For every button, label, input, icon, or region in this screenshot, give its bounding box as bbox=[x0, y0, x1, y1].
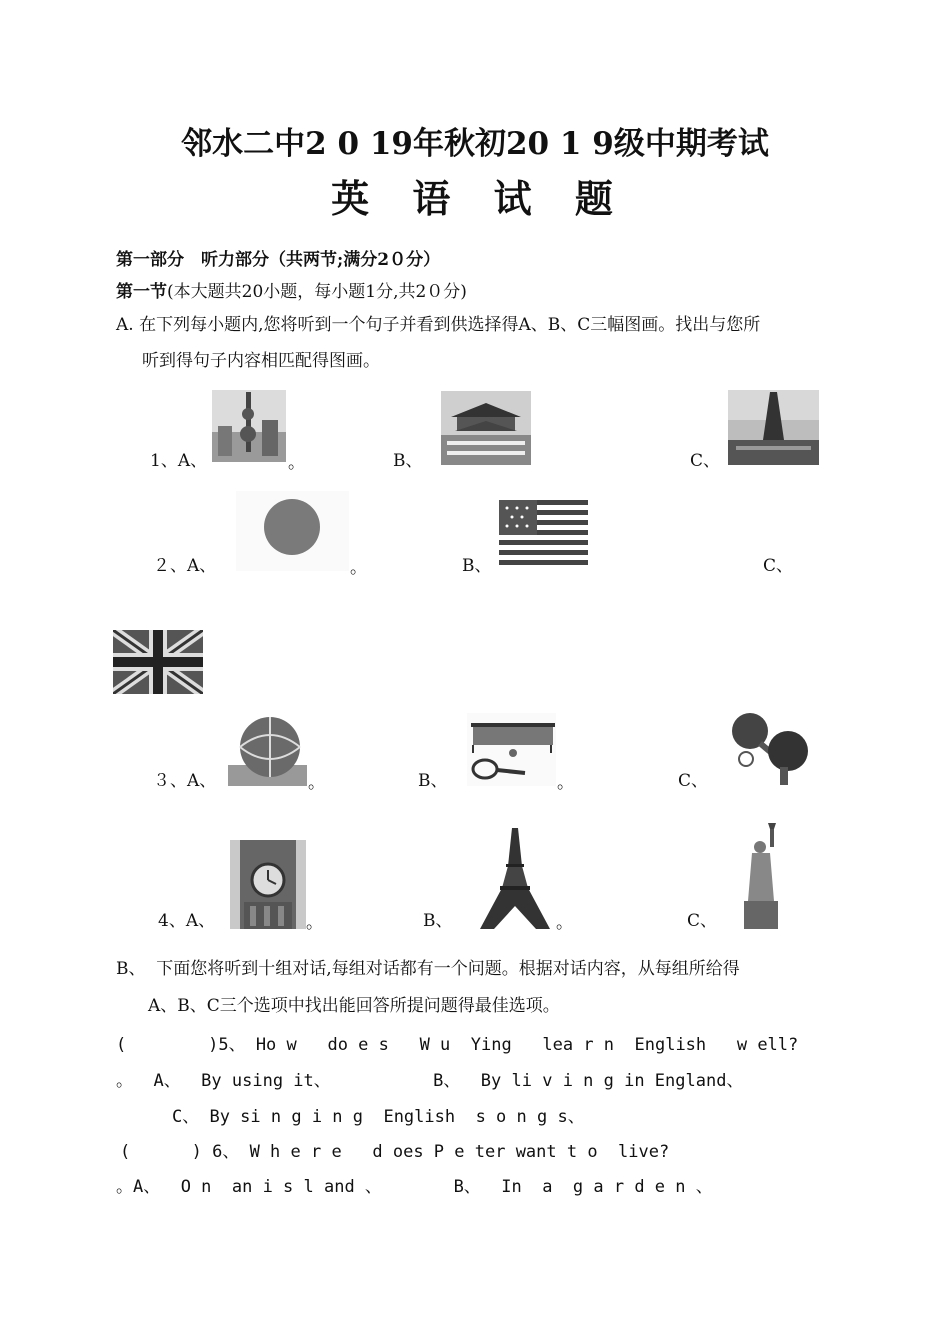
basketball-image bbox=[228, 713, 307, 786]
q4-b-end: 。 bbox=[556, 913, 573, 933]
instruction-a-line1: A. 在下列每小题内,您将听到一个句子并看到供选择得A、B、C三幅图画。找出与您所 bbox=[116, 315, 761, 335]
q3-b-label: B、 bbox=[418, 771, 448, 791]
question-5-options-line1: 。 A、 By using it、 B、 By li v i n g in England、 bbox=[116, 1071, 744, 1091]
q4-c-label: C、 bbox=[687, 911, 718, 931]
q4-label: 4、A、 bbox=[158, 911, 216, 931]
uk-flag-image bbox=[113, 630, 203, 694]
instruction-a-line2: 听到得句子内容相匹配得图画。 bbox=[142, 351, 380, 371]
part1-heading: 第一部分 听力部分（共两节;满分2０分） bbox=[116, 250, 441, 270]
tv-tower-image bbox=[212, 390, 286, 462]
q1-b-label: B、 bbox=[393, 451, 423, 471]
japan-flag-image bbox=[236, 491, 349, 571]
question-6-options-line1: 。A、 O n an i s l and 、 B、 In a g a r d e n 、 bbox=[116, 1177, 713, 1197]
q2-c-label: C、 bbox=[763, 556, 794, 576]
usa-flag-image bbox=[499, 500, 588, 565]
question-5-options-line2: C、 By si n g i n g English s o n g s、 bbox=[172, 1107, 585, 1127]
q1-a-end: 。 bbox=[288, 453, 305, 473]
q1-c-label: C、 bbox=[690, 451, 721, 471]
eiffel-tower-image bbox=[728, 390, 819, 465]
instruction-b-line1: B、 下面您将听到十组对话,每组对话都有一个问题。根据对话内容，从每组所给得 bbox=[116, 959, 740, 979]
q3-b-end: 。 bbox=[557, 773, 574, 793]
q1-label: 1、A、 bbox=[150, 451, 208, 471]
q3-label: ３、A、 bbox=[153, 771, 217, 791]
eiffel-tower-image bbox=[476, 826, 554, 929]
instruction-b-line2: A、B、C三个选项中找出能回答所提问题得最佳选项。 bbox=[148, 996, 560, 1016]
q2-b-label: B、 bbox=[462, 556, 492, 576]
question-5: ( )5、 Ho w do e s W u Ying lea r n English w ell? bbox=[116, 1035, 799, 1055]
question-6: ( ) 6、 W h e r e d oes P e ter want t o live? bbox=[120, 1142, 670, 1162]
q2-a-end: 。 bbox=[350, 558, 367, 578]
q4-a-end: 。 bbox=[306, 913, 323, 933]
big-ben-image bbox=[230, 840, 306, 929]
q4-b-label: B、 bbox=[423, 911, 453, 931]
q3-c-label: C、 bbox=[678, 771, 709, 791]
palace-image bbox=[441, 391, 531, 465]
q3-a-end: 。 bbox=[308, 773, 325, 793]
ping-pong-image bbox=[726, 711, 816, 787]
subject-title: 英 语 试 题 bbox=[331, 176, 619, 221]
statue-of-liberty-image bbox=[724, 821, 798, 929]
q2-label: ２、A、 bbox=[153, 556, 217, 576]
section1-line bbox=[116, 281, 467, 303]
exam-title: 邻水二中2 0 19年秋初20 1 9级中期考试 bbox=[181, 126, 769, 162]
section1-label: 第一节 bbox=[116, 282, 167, 302]
section1-note: (本大题共20小题，每小题1分,共2０分) bbox=[167, 282, 467, 302]
tennis-image bbox=[467, 713, 556, 786]
